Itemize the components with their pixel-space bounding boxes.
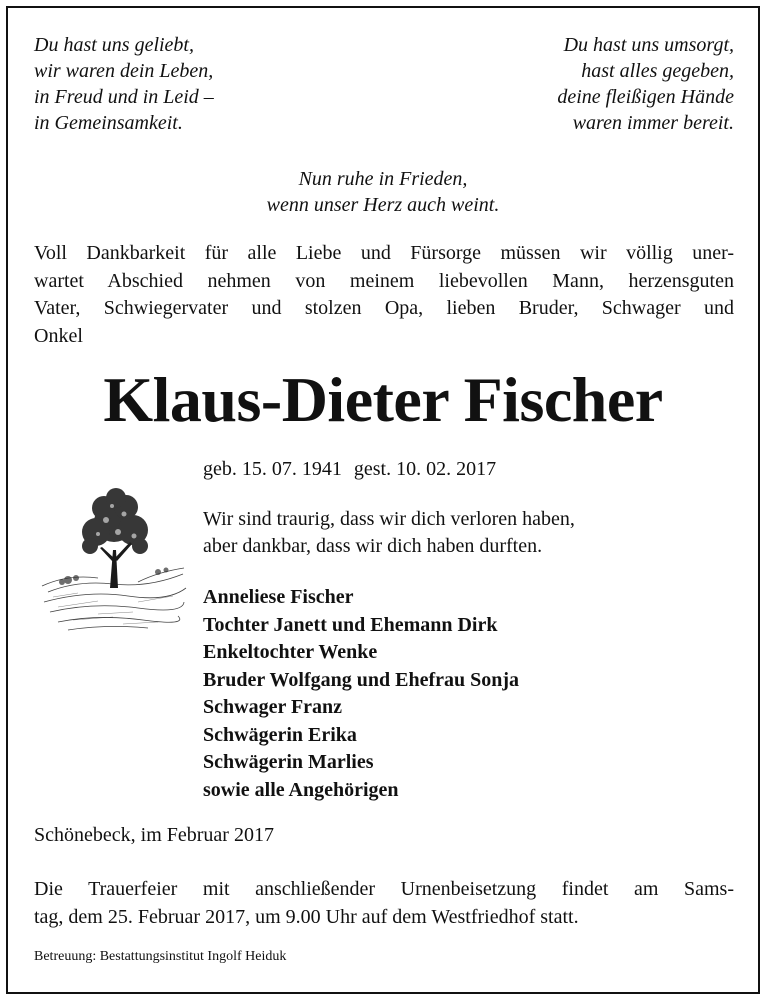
poem-left [34,32,214,136]
poem-right [557,32,734,136]
intro-line: wartet Abschied nehmen von meinem liebevollen Mann, herzensguten [34,269,734,292]
poem-right-line: deine fleißigen Hände [557,86,734,108]
birth-date: geb. 15. 07. 1941 [203,458,342,480]
intro-text [34,240,734,350]
poem-center [8,166,758,218]
poem-center-line: Nun ruhe in Frieden, [298,168,468,190]
poem-left-line: wir waren dein Leben, [34,60,214,82]
poem-right-line: hast alles gegeben, [581,60,734,82]
mourner: Schwägerin Erika [203,723,357,746]
funeral-home-credit: Betreuung: Bestattungsinstitut Ingolf Heiduk [34,949,287,964]
mourner: Bruder Wolfgang und Ehefrau Sonja [203,668,520,691]
mourner: Tochter Janett und Ehemann Dirk [203,613,498,636]
quote-line: aber dankbar, dass wir dich haben durften. [203,535,543,557]
mourner: sowie alle Angehörigen [203,778,399,801]
deceased-name: Klaus-Dieter Fischer [103,364,663,435]
place-date: Schönebeck, im Februar 2017 [34,824,274,846]
poem-right-line: waren immer bereit. [572,112,734,134]
obituary-notice [6,6,760,994]
mourners-list [203,584,519,804]
quote-line: Wir sind traurig, dass wir dich verloren haben, [203,508,575,530]
poem-center-line: wenn unser Herz auch weint. [266,194,500,216]
ceremony-line: Die Trauerfeier mit anschließender Urnenbeisetzung findet am Sams- [34,878,734,900]
intro-line: Vater, Schwiegervater und stolzen Opa, lieben Bruder, Schwager und [34,297,734,319]
intro-line: Voll Dankbarkeit für alle Liebe und Fürsorge müssen wir völlig uner- [34,242,734,264]
intro-line: Onkel [34,324,83,347]
ceremony-line: tag, dem 25. Februar 2017, um 9.00 Uhr auf dem Westfriedhof statt. [34,905,579,928]
tree-landscape-icon [38,462,188,642]
quote [203,506,575,560]
death-date: gest. 10. 02. 2017 [353,458,497,480]
poem-left-line: Du hast uns geliebt, [34,34,194,56]
life-dates [203,456,496,482]
ceremony-info [34,876,734,931]
poem-right-line: Du hast uns umsorgt, [563,34,734,56]
poem-left-line: in Freud und in Leid – [34,86,214,108]
mourner: Schwager Franz [203,696,343,718]
poem-left-line: in Gemeinsamkeit. [34,112,183,134]
mourner: Schwägerin Marlies [203,751,374,773]
mourner: Enkeltochter Wenke [203,641,378,663]
mourner: Anneliese Fischer [203,586,354,608]
